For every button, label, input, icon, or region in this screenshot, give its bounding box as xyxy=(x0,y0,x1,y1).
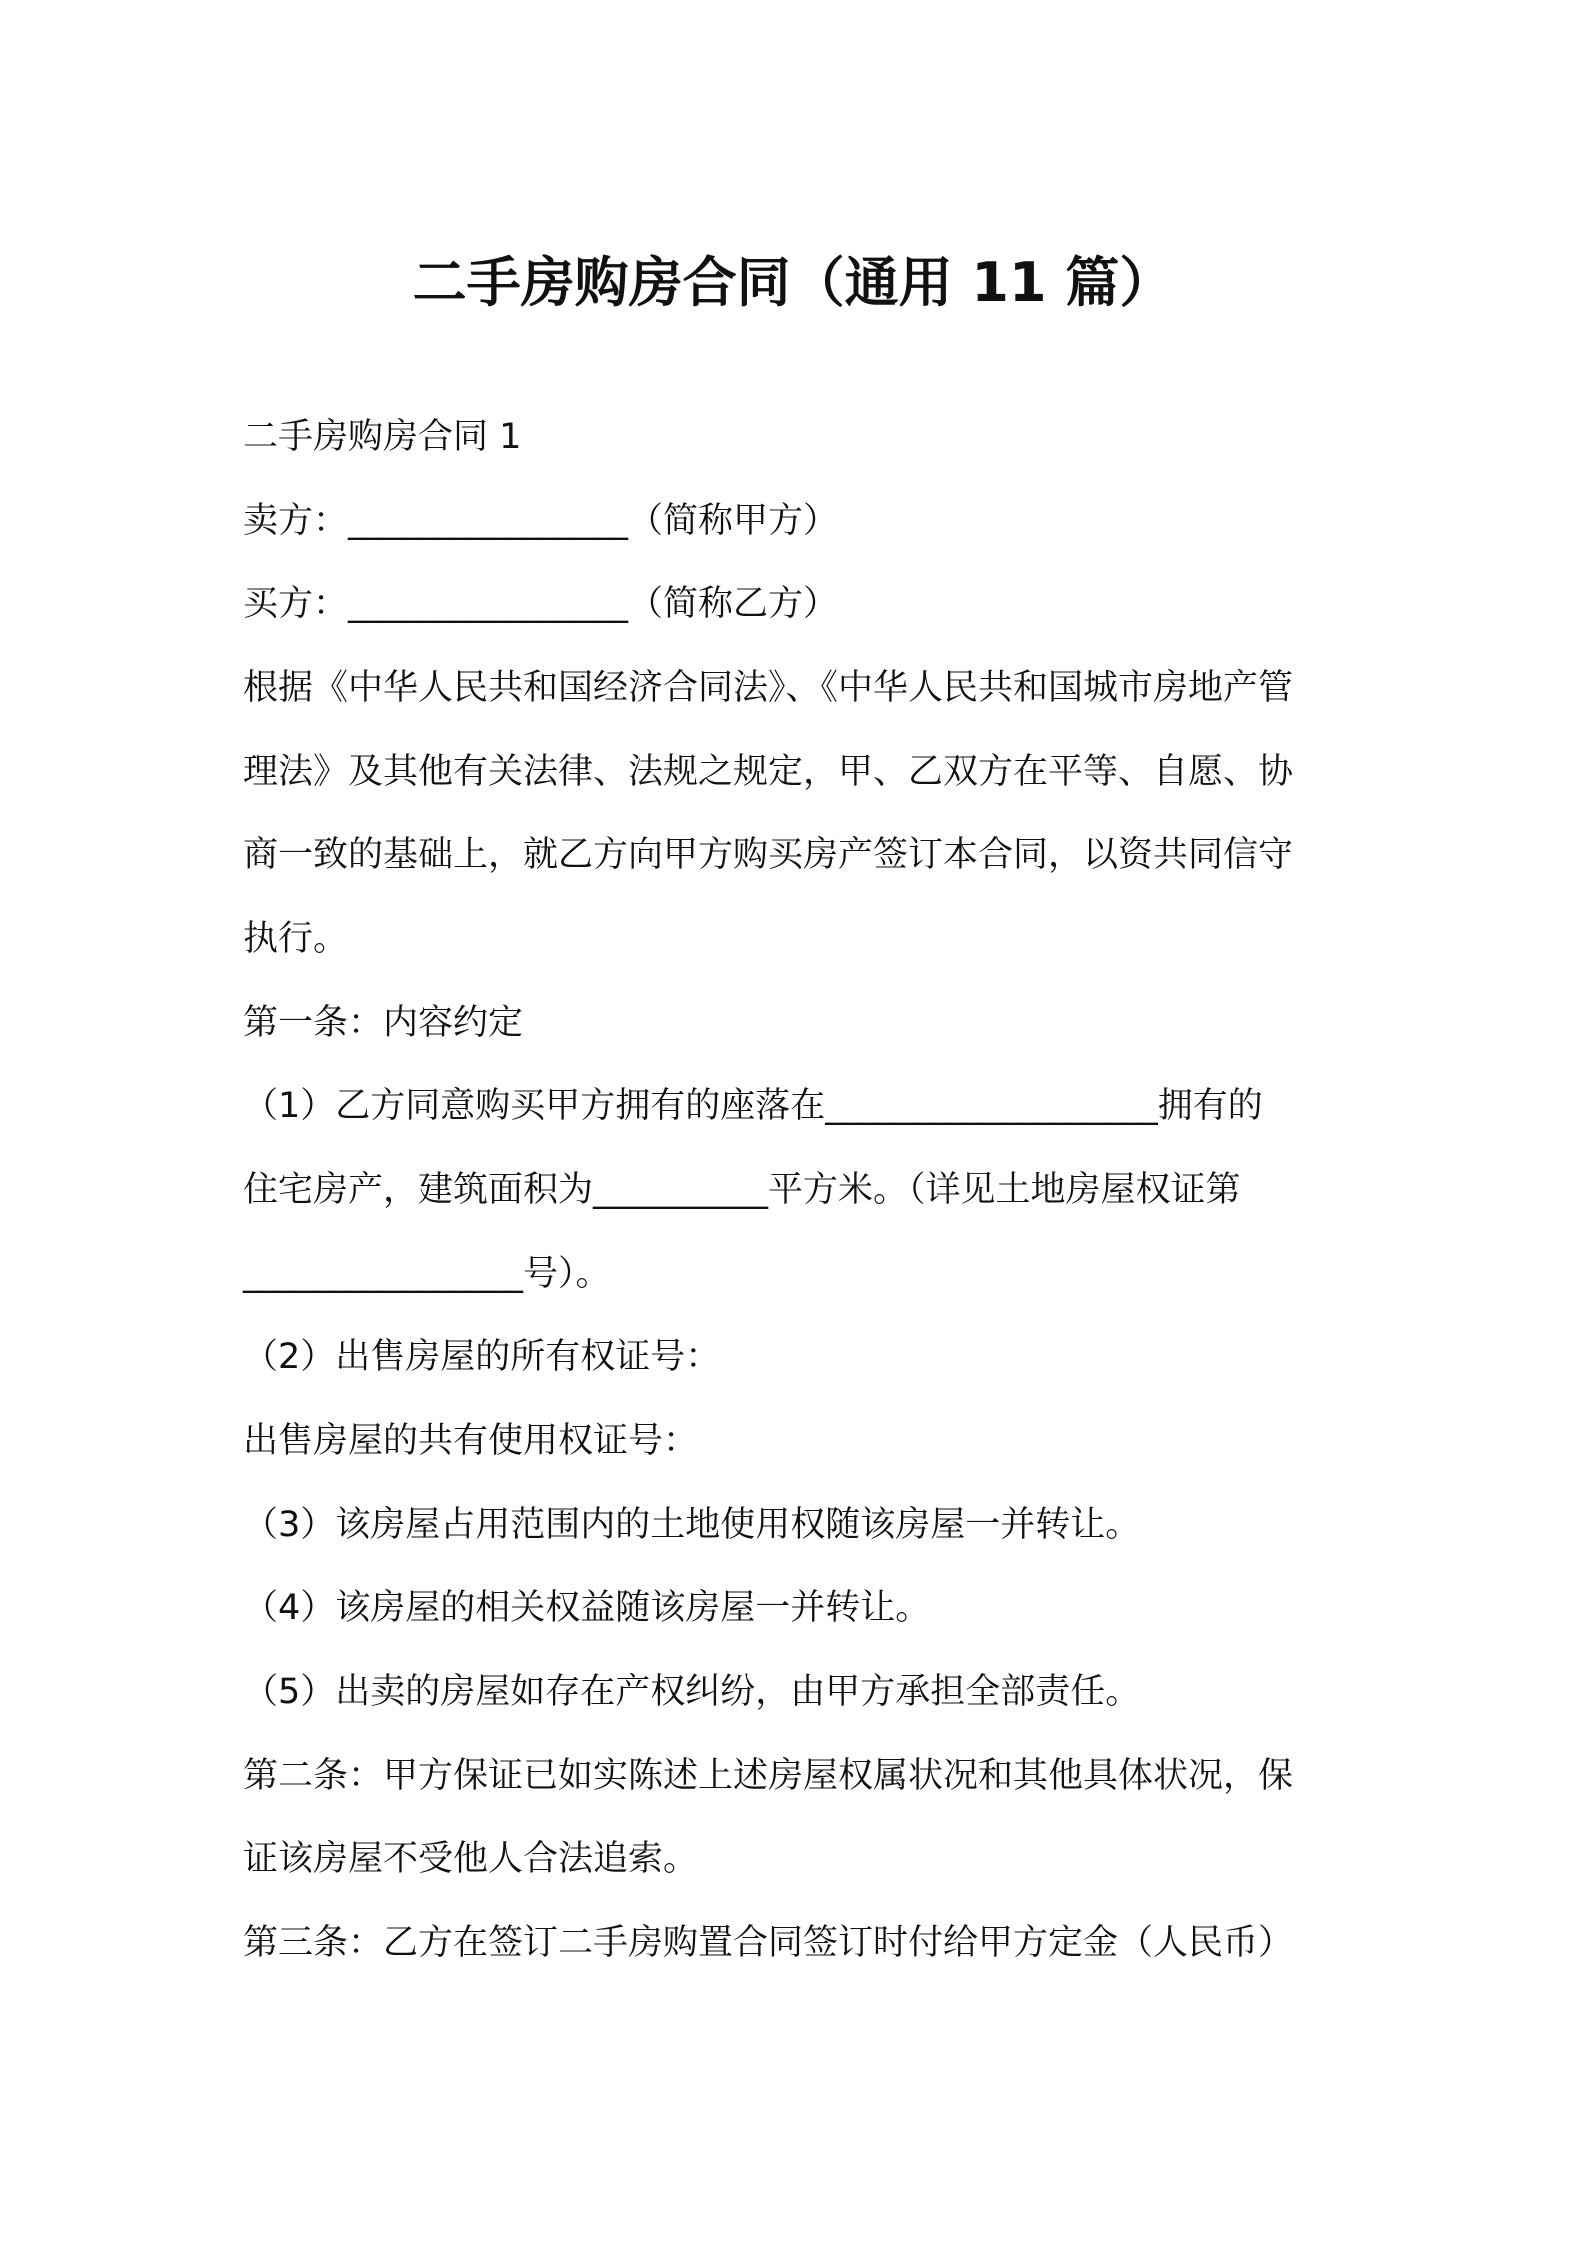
article-1-item-3: （3）该房屋占用范围内的土地使用权随该房屋一并转让。 xyxy=(243,1505,1141,1545)
article-1-heading: 第一条：内容约定 xyxy=(243,1003,524,1043)
article-1-item-1-line-2: 住宅房产，建筑面积为__________平方米。（详见土地房屋权证第 xyxy=(243,1170,1241,1210)
article-2-line-1: 第二条：甲方保证已如实陈述上述房屋权属状况和其他具体状况，保 xyxy=(243,1756,1294,1796)
preamble-line-1: 根据《中华人民共和国经济合同法》、《中华人民共和国城市房地产管 xyxy=(243,668,1294,708)
seller-line: 卖方：________________（简称甲方） xyxy=(243,501,839,541)
preamble-line-3: 商一致的基础上，就乙方向甲方购买房产签订本合同，以资共同信守 xyxy=(243,835,1294,875)
article-1-item-5: （5）出卖的房屋如存在产权纠纷，由甲方承担全部责任。 xyxy=(243,1672,1141,1712)
article-3-line-1: 第三条：乙方在签订二手房购置合同签订时付给甲方定金（人民币） xyxy=(243,1923,1294,1963)
article-1-item-1-line-3: ________________号）。 xyxy=(243,1254,611,1294)
preamble-line-4: 执行。 xyxy=(243,919,349,959)
buyer-line: 买方：________________（简称乙方） xyxy=(243,584,839,624)
preamble-line-2: 理法》及其他有关法律、法规之规定，甲、乙双方在平等、自愿、协 xyxy=(243,752,1294,792)
article-1-item-1-line-1: （1）乙方同意购买甲方拥有的座落在___________________拥有的 xyxy=(243,1086,1263,1126)
document-title: 二手房购房合同（通用 11 篇） xyxy=(412,251,1174,315)
contract-heading: 二手房购房合同 1 xyxy=(243,417,522,457)
article-2-line-2: 证该房屋不受他人合法追索。 xyxy=(243,1839,699,1879)
article-1-item-2-sub: 出售房屋的共有使用权证号： xyxy=(243,1421,699,1461)
article-1-item-2: （2）出售房屋的所有权证号： xyxy=(243,1337,721,1377)
article-1-item-4: （4）该房屋的相关权益随该房屋一并转让。 xyxy=(243,1588,931,1628)
